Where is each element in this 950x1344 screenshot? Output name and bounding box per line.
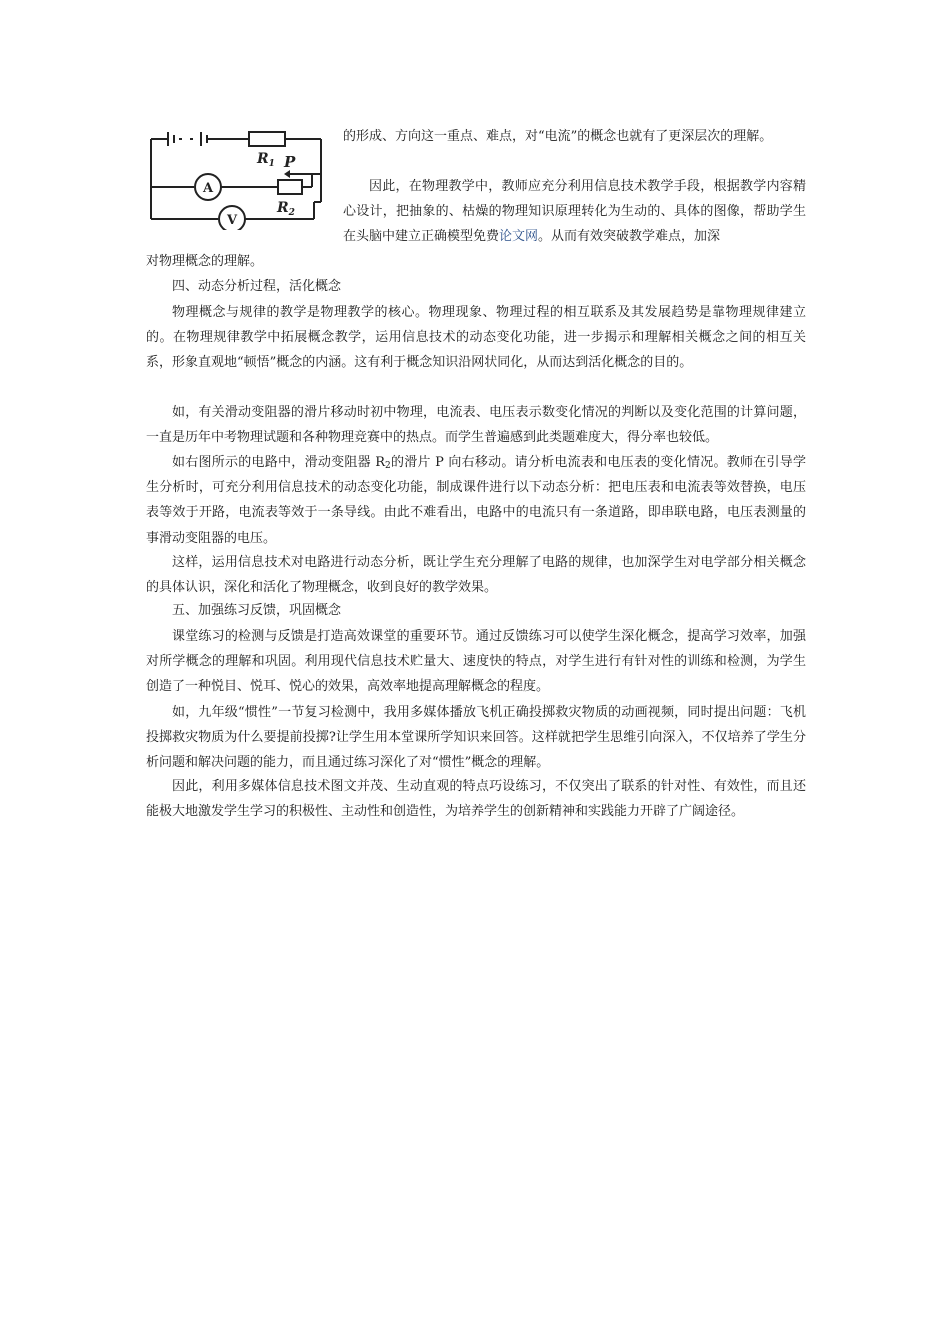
paragraph-1: 的形成、方向这一重点、难点，对“电流”的概念也就有了更深层次的理解。 xyxy=(343,129,773,144)
paragraph-2: 因此，在物理教学中，教师应充分利用信息技术教学手段，根据教学内容精心设计，把抽象的、枯燥的物理知识原理转化为生动的、具体的图像，帮助学生在头脑中建立正确模型免费论文网。从而有效突破教学难点，加深 xyxy=(343,179,806,245)
paragraph-3: 物理概念与规律的教学是物理教学的核心。物理现象、物理过程的相互联系及其发展趋势是靠物理规律建立的。在物理规律教学中拓展概念教学，运用信息技术的动态变化功能，进一步揭示和理解相关概念之间的相互关系，形象直观地“顿悟”概念的内涵。这有利于概念知识沿网状同化，从而达到活化概念的目的。 xyxy=(146,305,806,371)
paragraph-7: 课堂练习的检测与反馈是打造高效课堂的重要环节。通过反馈练习可以使学生深化概念，提高学习效率，加强对所学概念的理解和巩固。利用现代信息技术贮量大、速度快的特点，对学生进行有针对性的训练和检测，为学生创造了一种悦目、悦耳、悦心的效果，高效率地提高理解概念的程度。 xyxy=(146,629,806,695)
paragraph-5: 如右图所示的电路中，滑动变阻器 $R_2$的滑片 P 向右移动。请分析电流表和电压表的变化情况。教师在引导学生分析时，可充分利用信息技术的动态变化功能，制成课件进行以下动态分析：把电压表和电流表等效替换，电压表等效于开路，电流表等效于一条导线。由此不难看出，电路中的电流只有一条道路，即串联电路，电压表测量的事滑动变阻器的电压。 xyxy=(146,455,806,546)
paragraph-9: 因此，利用多媒体信息技术图文并茂、生动直观的特点巧设练习，不仅突出了联系的针对性、有效性，而且还能极大地激发学生学习的积极性、主动性和创造性，为培养学生的创新精神和实践能力开辟了广阔途径。 xyxy=(146,779,806,820)
ammeter-label: A xyxy=(203,181,214,196)
voltmeter-label: V xyxy=(227,213,238,228)
resistor1-label: $R_1$ xyxy=(257,151,275,169)
slider-label: P xyxy=(284,153,296,171)
paragraph-2-tail: 对物理概念的理解。 xyxy=(146,254,264,269)
circuit-diagram xyxy=(146,122,328,230)
heading-section-4: 四、动态分析过程，活化概念 xyxy=(172,279,342,294)
resistor2-label: $R_2$ xyxy=(277,200,295,218)
lunwen-link[interactable]: 论文网 xyxy=(499,229,539,245)
slider-arrow-head xyxy=(284,170,290,178)
heading-section-5: 五、加强练习反馈，巩固概念 xyxy=(172,603,342,618)
paragraph-8: 如，九年级“惯性”一节复习检测中，我用多媒体播放飞机正确投掷救灾物质的动画视频，同时提出问题：飞机投掷救灾物质为什么要提前投掷?让学生用本堂课所学知识来回答。这样就把学生思维引向深入，不仅培养了学生分析问题和解决问题的能力，而且通过练习深化了对“惯性”概念的理解。 xyxy=(146,705,806,771)
paragraph-4: 如，有关滑动变阻器的滑片移动时初中物理，电流表、电压表示数变化情况的判断以及变化范围的计算问题，一直是历年中考物理试题和各种物理竞赛中的热点。而学生普遍感到此类题难度大，得分率也较低。 xyxy=(146,405,806,446)
paragraph-6: 这样，运用信息技术对电路进行动态分析，既让学生充分理解了电路的规律，也加深学生对电学部分相关概念的具体认识，深化和活化了物理概念，收到良好的教学效果。 xyxy=(146,555,806,596)
